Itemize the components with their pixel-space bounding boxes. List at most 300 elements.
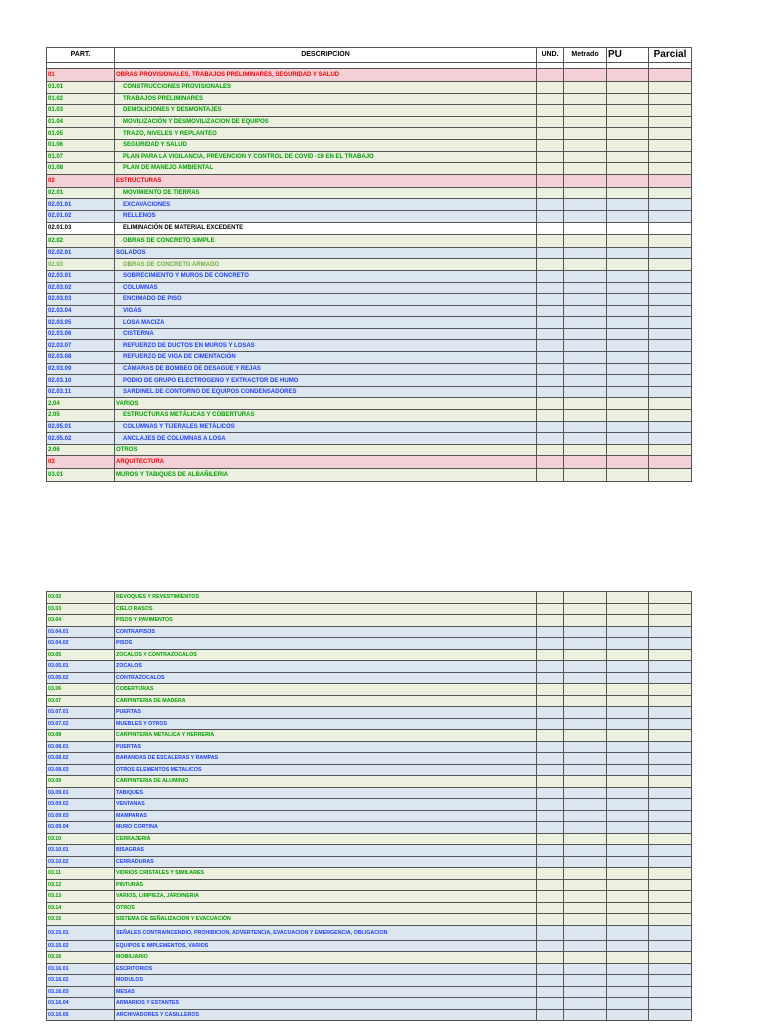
parcial-cell[interactable] [649, 764, 692, 776]
parcial-cell[interactable] [649, 787, 692, 799]
pu-cell[interactable] [607, 93, 649, 105]
und-cell[interactable] [537, 270, 564, 282]
und-cell[interactable] [537, 730, 564, 742]
metrado-cell[interactable] [564, 433, 607, 445]
parcial-cell[interactable] [649, 649, 692, 661]
parcial-cell[interactable] [649, 116, 692, 128]
metrado-cell[interactable] [564, 998, 607, 1010]
metrado-cell[interactable] [564, 174, 607, 187]
metrado-cell[interactable] [564, 975, 607, 987]
und-cell[interactable] [537, 259, 564, 271]
pu-cell[interactable] [607, 626, 649, 638]
und-cell[interactable] [537, 776, 564, 788]
parcial-cell[interactable] [649, 1009, 692, 1021]
und-cell[interactable] [537, 174, 564, 187]
metrado-cell[interactable] [564, 210, 607, 222]
pu-cell[interactable] [607, 998, 649, 1010]
pu-cell[interactable] [607, 456, 649, 469]
parcial-cell[interactable] [649, 684, 692, 696]
metrado-cell[interactable] [564, 986, 607, 998]
und-cell[interactable] [537, 695, 564, 707]
metrado-cell[interactable] [564, 410, 607, 422]
pu-cell[interactable] [607, 845, 649, 857]
und-cell[interactable] [537, 822, 564, 834]
parcial-cell[interactable] [649, 868, 692, 880]
pu-cell[interactable] [607, 879, 649, 891]
pu-cell[interactable] [607, 82, 649, 94]
metrado-cell[interactable] [564, 902, 607, 914]
metrado-cell[interactable] [564, 469, 607, 482]
pu-cell[interactable] [607, 914, 649, 926]
und-cell[interactable] [537, 69, 564, 82]
pu-cell[interactable] [607, 902, 649, 914]
und-cell[interactable] [537, 764, 564, 776]
parcial-cell[interactable] [649, 328, 692, 340]
und-cell[interactable] [537, 363, 564, 375]
und-cell[interactable] [537, 294, 564, 306]
pu-cell[interactable] [607, 174, 649, 187]
parcial-cell[interactable] [649, 82, 692, 94]
metrado-cell[interactable] [564, 952, 607, 964]
pu-cell[interactable] [607, 410, 649, 422]
metrado-cell[interactable] [564, 163, 607, 175]
und-cell[interactable] [537, 128, 564, 140]
metrado-cell[interactable] [564, 456, 607, 469]
metrado-cell[interactable] [564, 603, 607, 615]
parcial-cell[interactable] [649, 810, 692, 822]
parcial-cell[interactable] [649, 603, 692, 615]
parcial-cell[interactable] [649, 105, 692, 117]
und-cell[interactable] [537, 592, 564, 604]
parcial-cell[interactable] [649, 174, 692, 187]
metrado-cell[interactable] [564, 649, 607, 661]
parcial-cell[interactable] [649, 975, 692, 987]
parcial-cell[interactable] [649, 718, 692, 730]
und-cell[interactable] [537, 940, 564, 952]
pu-cell[interactable] [607, 352, 649, 364]
parcial-cell[interactable] [649, 902, 692, 914]
parcial-cell[interactable] [649, 363, 692, 375]
und-cell[interactable] [537, 603, 564, 615]
und-cell[interactable] [537, 925, 564, 940]
parcial-cell[interactable] [649, 940, 692, 952]
parcial-cell[interactable] [649, 282, 692, 294]
pu-cell[interactable] [607, 661, 649, 673]
und-cell[interactable] [537, 282, 564, 294]
und-cell[interactable] [537, 914, 564, 926]
pu-cell[interactable] [607, 270, 649, 282]
metrado-cell[interactable] [564, 764, 607, 776]
parcial-cell[interactable] [649, 375, 692, 387]
metrado-cell[interactable] [564, 879, 607, 891]
metrado-cell[interactable] [564, 282, 607, 294]
pu-cell[interactable] [607, 105, 649, 117]
metrado-cell[interactable] [564, 270, 607, 282]
table-row [47, 592, 692, 604]
pu-cell[interactable] [607, 952, 649, 964]
parcial-cell[interactable] [649, 410, 692, 422]
parcial-cell[interactable] [649, 456, 692, 469]
und-cell[interactable] [537, 753, 564, 765]
metrado-cell[interactable] [564, 718, 607, 730]
parcial-cell[interactable] [649, 139, 692, 151]
description-cell: TRAZO, NIVELES Y REPLANTEO [115, 128, 537, 140]
metrado-cell[interactable] [564, 235, 607, 248]
und-cell[interactable] [537, 222, 564, 235]
metrado-cell[interactable] [564, 868, 607, 880]
parcial-cell[interactable] [649, 163, 692, 175]
pu-cell[interactable] [607, 707, 649, 719]
und-cell[interactable] [537, 151, 564, 163]
pu-cell[interactable] [607, 592, 649, 604]
parcial-cell[interactable] [649, 93, 692, 105]
pu-cell[interactable] [607, 799, 649, 811]
pu-cell[interactable] [607, 776, 649, 788]
und-cell[interactable] [537, 615, 564, 627]
parcial-cell[interactable] [649, 856, 692, 868]
pu-cell[interactable] [607, 718, 649, 730]
pu-cell[interactable] [607, 116, 649, 128]
description-cell: MODULOS [115, 975, 537, 987]
und-cell[interactable] [537, 340, 564, 352]
pu-cell[interactable] [607, 1009, 649, 1021]
pu-cell[interactable] [607, 163, 649, 175]
parcial-cell[interactable] [649, 444, 692, 456]
und-cell[interactable] [537, 352, 564, 364]
metrado-cell[interactable] [564, 925, 607, 940]
part-code-cell: 01.02 [47, 93, 115, 105]
metrado-cell[interactable] [564, 672, 607, 684]
metrado-cell[interactable] [564, 259, 607, 271]
pu-cell[interactable] [607, 328, 649, 340]
parcial-cell[interactable] [649, 398, 692, 410]
metrado-cell[interactable] [564, 93, 607, 105]
und-cell[interactable] [537, 833, 564, 845]
metrado-cell[interactable] [564, 398, 607, 410]
metrado-cell[interactable] [564, 352, 607, 364]
und-cell[interactable] [537, 82, 564, 94]
metrado-cell[interactable] [564, 69, 607, 82]
part-code-cell: 03.16.01 [47, 963, 115, 975]
parcial-cell[interactable] [649, 776, 692, 788]
pu-cell[interactable] [607, 975, 649, 987]
pu-cell[interactable] [607, 247, 649, 259]
metrado-cell[interactable] [564, 963, 607, 975]
parcial-cell[interactable] [649, 638, 692, 650]
pu-cell[interactable] [607, 444, 649, 456]
pu-cell[interactable] [607, 856, 649, 868]
und-cell[interactable] [537, 375, 564, 387]
parcial-cell[interactable] [649, 340, 692, 352]
pu-cell[interactable] [607, 764, 649, 776]
table-row [47, 187, 692, 199]
und-cell[interactable] [537, 891, 564, 903]
parcial-cell[interactable] [649, 270, 692, 282]
metrado-cell[interactable] [564, 615, 607, 627]
und-cell[interactable] [537, 410, 564, 422]
parcial-cell[interactable] [649, 661, 692, 673]
und-cell[interactable] [537, 868, 564, 880]
und-cell[interactable] [537, 210, 564, 222]
und-cell[interactable] [537, 444, 564, 456]
pu-cell[interactable] [607, 235, 649, 248]
header-pu: PU [607, 48, 649, 63]
und-cell[interactable] [537, 328, 564, 340]
parcial-cell[interactable] [649, 998, 692, 1010]
metrado-cell[interactable] [564, 741, 607, 753]
und-cell[interactable] [537, 856, 564, 868]
parcial-cell[interactable] [649, 845, 692, 857]
metrado-cell[interactable] [564, 845, 607, 857]
parcial-cell[interactable] [649, 833, 692, 845]
pu-cell[interactable] [607, 810, 649, 822]
parcial-cell[interactable] [649, 259, 692, 271]
metrado-cell[interactable] [564, 187, 607, 199]
pu-cell[interactable] [607, 603, 649, 615]
metrado-cell[interactable] [564, 810, 607, 822]
metrado-cell[interactable] [564, 294, 607, 306]
parcial-cell[interactable] [649, 822, 692, 834]
metrado-cell[interactable] [564, 822, 607, 834]
und-cell[interactable] [537, 433, 564, 445]
und-cell[interactable] [537, 626, 564, 638]
und-cell[interactable] [537, 879, 564, 891]
pu-cell[interactable] [607, 963, 649, 975]
pu-cell[interactable] [607, 187, 649, 199]
und-cell[interactable] [537, 810, 564, 822]
metrado-cell[interactable] [564, 444, 607, 456]
parcial-cell[interactable] [649, 199, 692, 211]
pu-cell[interactable] [607, 375, 649, 387]
pu-cell[interactable] [607, 672, 649, 684]
und-cell[interactable] [537, 1009, 564, 1021]
und-cell[interactable] [537, 456, 564, 469]
und-cell[interactable] [537, 199, 564, 211]
metrado-cell[interactable] [564, 247, 607, 259]
und-cell[interactable] [537, 386, 564, 398]
parcial-cell[interactable] [649, 305, 692, 317]
pu-cell[interactable] [607, 282, 649, 294]
parcial-cell[interactable] [649, 247, 692, 259]
und-cell[interactable] [537, 672, 564, 684]
parcial-cell[interactable] [649, 294, 692, 306]
parcial-cell[interactable] [649, 925, 692, 940]
und-cell[interactable] [537, 952, 564, 964]
metrado-cell[interactable] [564, 199, 607, 211]
und-cell[interactable] [537, 902, 564, 914]
parcial-cell[interactable] [649, 128, 692, 140]
parcial-cell[interactable] [649, 730, 692, 742]
metrado-cell[interactable] [564, 1009, 607, 1021]
und-cell[interactable] [537, 139, 564, 151]
pu-cell[interactable] [607, 398, 649, 410]
metrado-cell[interactable] [564, 363, 607, 375]
parcial-cell[interactable] [649, 707, 692, 719]
pu-cell[interactable] [607, 222, 649, 235]
parcial-cell[interactable] [649, 741, 692, 753]
pu-cell[interactable] [607, 469, 649, 482]
parcial-cell[interactable] [649, 626, 692, 638]
metrado-cell[interactable] [564, 799, 607, 811]
und-cell[interactable] [537, 741, 564, 753]
pu-cell[interactable] [607, 305, 649, 317]
und-cell[interactable] [537, 649, 564, 661]
und-cell[interactable] [537, 247, 564, 259]
metrado-cell[interactable] [564, 940, 607, 952]
parcial-cell[interactable] [649, 952, 692, 964]
und-cell[interactable] [537, 787, 564, 799]
parcial-cell[interactable] [649, 879, 692, 891]
pu-cell[interactable] [607, 210, 649, 222]
pu-cell[interactable] [607, 340, 649, 352]
und-cell[interactable] [537, 661, 564, 673]
und-cell[interactable] [537, 799, 564, 811]
parcial-cell[interactable] [649, 210, 692, 222]
pu-cell[interactable] [607, 259, 649, 271]
pu-cell[interactable] [607, 925, 649, 940]
metrado-cell[interactable] [564, 592, 607, 604]
metrado-cell[interactable] [564, 684, 607, 696]
metrado-cell[interactable] [564, 151, 607, 163]
und-cell[interactable] [537, 421, 564, 433]
description-cell: CARPINTERIA METALICA Y HERRERIA [115, 730, 537, 742]
und-cell[interactable] [537, 163, 564, 175]
parcial-cell[interactable] [649, 592, 692, 604]
metrado-cell[interactable] [564, 222, 607, 235]
parcial-cell[interactable] [649, 151, 692, 163]
pu-cell[interactable] [607, 421, 649, 433]
und-cell[interactable] [537, 718, 564, 730]
pu-cell[interactable] [607, 684, 649, 696]
parcial-cell[interactable] [649, 187, 692, 199]
pu-cell[interactable] [607, 695, 649, 707]
metrado-cell[interactable] [564, 105, 607, 117]
metrado-cell[interactable] [564, 128, 607, 140]
pu-cell[interactable] [607, 891, 649, 903]
und-cell[interactable] [537, 317, 564, 329]
metrado-cell[interactable] [564, 787, 607, 799]
pu-cell[interactable] [607, 294, 649, 306]
pu-cell[interactable] [607, 649, 649, 661]
pu-cell[interactable] [607, 199, 649, 211]
parcial-cell[interactable] [649, 963, 692, 975]
metrado-cell[interactable] [564, 328, 607, 340]
pu-cell[interactable] [607, 940, 649, 952]
parcial-cell[interactable] [649, 352, 692, 364]
und-cell[interactable] [537, 963, 564, 975]
metrado-cell[interactable] [564, 340, 607, 352]
pu-cell[interactable] [607, 787, 649, 799]
metrado-cell[interactable] [564, 421, 607, 433]
metrado-cell[interactable] [564, 891, 607, 903]
pu-cell[interactable] [607, 986, 649, 998]
parcial-cell[interactable] [649, 753, 692, 765]
und-cell[interactable] [537, 638, 564, 650]
parcial-cell[interactable] [649, 222, 692, 235]
metrado-cell[interactable] [564, 116, 607, 128]
und-cell[interactable] [537, 187, 564, 199]
metrado-cell[interactable] [564, 753, 607, 765]
pu-cell[interactable] [607, 151, 649, 163]
parcial-cell[interactable] [649, 799, 692, 811]
metrado-cell[interactable] [564, 317, 607, 329]
metrado-cell[interactable] [564, 730, 607, 742]
und-cell[interactable] [537, 105, 564, 117]
parcial-cell[interactable] [649, 235, 692, 248]
pu-cell[interactable] [607, 363, 649, 375]
pu-cell[interactable] [607, 638, 649, 650]
metrado-cell[interactable] [564, 139, 607, 151]
parcial-cell[interactable] [649, 69, 692, 82]
und-cell[interactable] [537, 93, 564, 105]
metrado-cell[interactable] [564, 833, 607, 845]
und-cell[interactable] [537, 975, 564, 987]
pu-cell[interactable] [607, 753, 649, 765]
table-row [47, 82, 692, 94]
parcial-cell[interactable] [649, 421, 692, 433]
metrado-cell[interactable] [564, 638, 607, 650]
pu-cell[interactable] [607, 317, 649, 329]
pu-cell[interactable] [607, 822, 649, 834]
metrado-cell[interactable] [564, 305, 607, 317]
metrado-cell[interactable] [564, 707, 607, 719]
und-cell[interactable] [537, 707, 564, 719]
budget-table-bottom [46, 591, 692, 1021]
und-cell[interactable] [537, 235, 564, 248]
und-cell[interactable] [537, 986, 564, 998]
parcial-cell[interactable] [649, 914, 692, 926]
und-cell[interactable] [537, 116, 564, 128]
parcial-cell[interactable] [649, 469, 692, 482]
metrado-cell[interactable] [564, 386, 607, 398]
und-cell[interactable] [537, 305, 564, 317]
pu-cell[interactable] [607, 386, 649, 398]
metrado-cell[interactable] [564, 375, 607, 387]
parcial-cell[interactable] [649, 317, 692, 329]
parcial-cell[interactable] [649, 891, 692, 903]
pu-cell[interactable] [607, 128, 649, 140]
parcial-cell[interactable] [649, 433, 692, 445]
pu-cell[interactable] [607, 139, 649, 151]
und-cell[interactable] [537, 998, 564, 1010]
metrado-cell[interactable] [564, 695, 607, 707]
metrado-cell[interactable] [564, 776, 607, 788]
metrado-cell[interactable] [564, 856, 607, 868]
und-cell[interactable] [537, 398, 564, 410]
metrado-cell[interactable] [564, 661, 607, 673]
header-row [47, 48, 692, 63]
parcial-cell[interactable] [649, 986, 692, 998]
und-cell[interactable] [537, 684, 564, 696]
metrado-cell[interactable] [564, 82, 607, 94]
pu-cell[interactable] [607, 741, 649, 753]
parcial-cell[interactable] [649, 695, 692, 707]
pu-cell[interactable] [607, 433, 649, 445]
und-cell[interactable] [537, 469, 564, 482]
pu-cell[interactable] [607, 69, 649, 82]
metrado-cell[interactable] [564, 914, 607, 926]
pu-cell[interactable] [607, 868, 649, 880]
parcial-cell[interactable] [649, 615, 692, 627]
header-descripcion: DESCRIPCION [115, 48, 537, 63]
pu-cell[interactable] [607, 833, 649, 845]
pu-cell[interactable] [607, 615, 649, 627]
parcial-cell[interactable] [649, 672, 692, 684]
pu-cell[interactable] [607, 730, 649, 742]
parcial-cell[interactable] [649, 386, 692, 398]
und-cell[interactable] [537, 845, 564, 857]
metrado-cell[interactable] [564, 626, 607, 638]
